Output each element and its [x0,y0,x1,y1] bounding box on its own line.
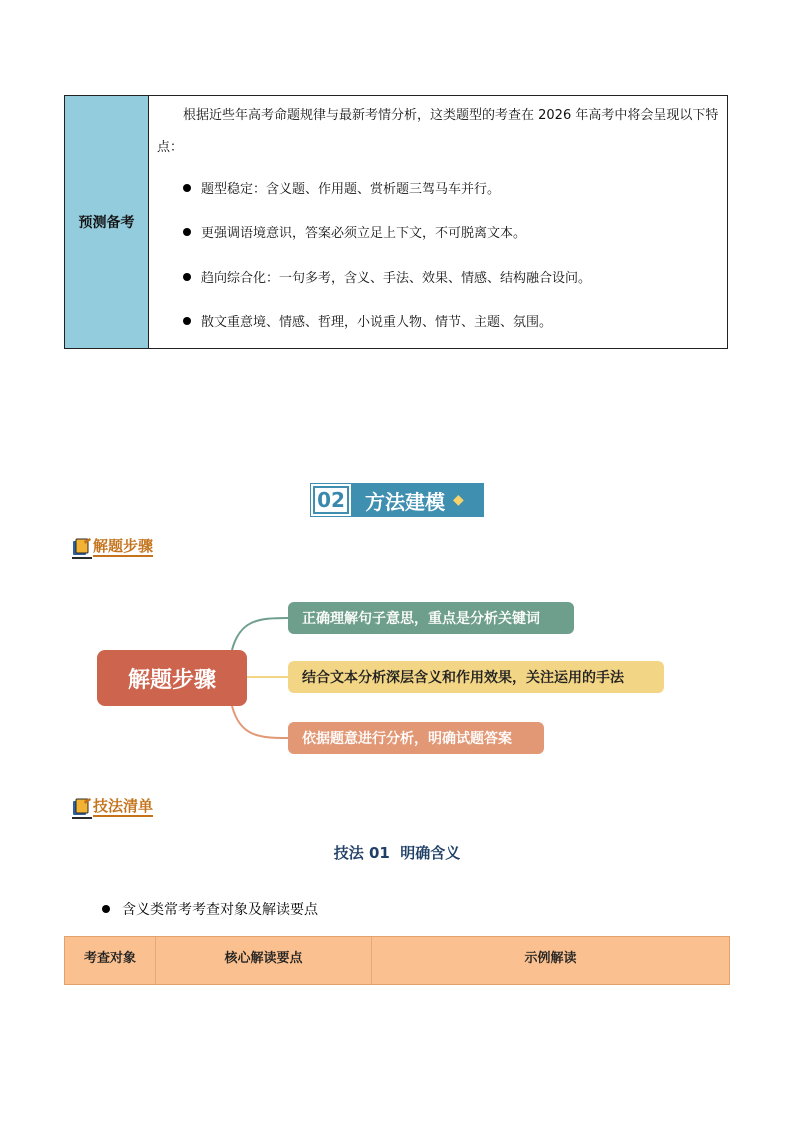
table-header-cell: 示例解读 [524,951,577,966]
bullet-text: 含义类常考考查对象及解读要点 [122,902,318,918]
bullet-item [102,899,318,919]
mindmap-node-2: 结合文本分析深层含义和作用效果，关注运用的手法 [288,661,664,693]
section-title: 方法建模 [365,489,445,514]
technique-title: 技法 01 明确含义 [333,844,461,862]
table-header-cell: 核心解读要点 [156,937,372,984]
prediction-bullet-text: 题型稳定：含义题、作用题、赏析题三驾马车并行。 [201,182,501,197]
mindmap-node-3: 依据题意进行分析，明确试题答案 [288,722,544,754]
table-header-cell: 考查对象 [65,937,156,984]
book-pencil-icon [72,797,92,817]
prediction-bullet-text: 散文重意境、情感、哲理，小说重人物、情节、主题、氛围。 [201,315,553,330]
bullet-dot-icon [102,905,110,913]
prediction-label: 预测备考 [65,96,149,348]
mindmap-root: 解题步骤 [97,650,247,706]
techniques-heading-label: 技法清单 [93,797,154,815]
techniques-heading [72,797,153,817]
section-number: 02 [313,486,349,514]
prediction-bullet-text: 更强调语境意识，答案必须立足上下文，不可脱离文本。 [201,226,527,241]
prediction-bullet-text: 趋向综合化：一句多考，含义、手法、效果、情感、结构融合设问。 [201,271,592,286]
diamond-icon: ◆ [453,492,464,508]
steps-heading-label: 解题步骤 [93,537,154,555]
mindmap-node-1: 正确理解句子意思，重点是分析关键词 [288,602,574,634]
table-header [64,936,730,985]
prediction-intro: 根据近些年高考命题规律与最新考情分析，这类题型的考查在 2026 年高考中将会呈现以下特点： [157,108,719,155]
